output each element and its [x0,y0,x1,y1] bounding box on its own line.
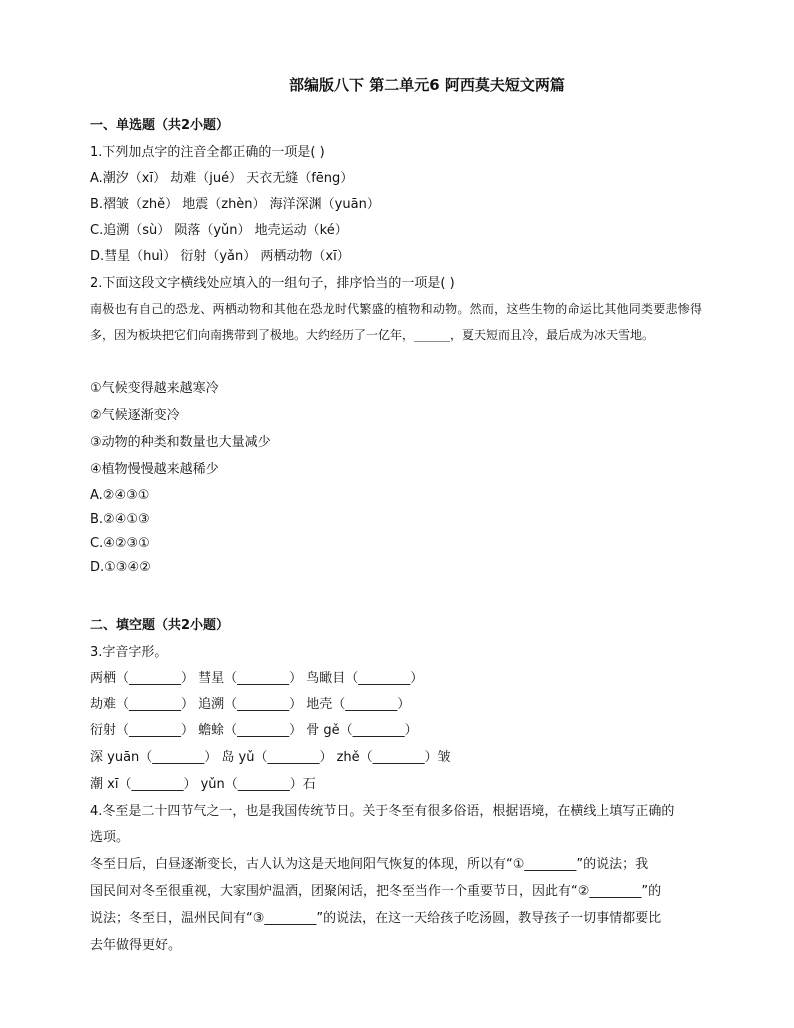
question-3-row-3: 衍射（________） 蟾蜍（________） 骨 gě（________） [90,723,418,738]
question-4-stem-line-1: 4.冬至是二十四节气之一，也是我国传统节日。关于冬至有很多俗语，根据语境，在横线上填写正确的 [90,804,675,819]
question-3-row-2: 劫难（________） 追溯（________） 地壳（________） [90,697,411,712]
question-2-option-c: C.④②③① [90,536,150,551]
question-3-row-1: 两栖（________） 彗星（________） 鸟瞰目（________） [90,671,424,686]
question-4-paragraph-line-1: 冬至日后，白昼逐渐变长，古人认为这是天地间阳气恢复的体现，所以有“①________”的说法；我 [90,857,649,872]
question-1-option-a: A.潮汐（xī） 劫难（jué） 天衣无缝（fēng） [90,171,354,186]
question-2-item-4: ④植物慢慢越来越稀少 [90,462,219,477]
section-heading-single-choice: 一、单选题（共2小题） [90,118,230,133]
section-heading-fill-blank: 二、填空题（共2小题） [90,618,230,633]
question-3-row-4: 深 yuān（________） 岛 yǔ（________） zhě（________）皱 [90,750,451,765]
question-2-item-2: ②气候逐渐变冷 [90,408,180,423]
question-4-paragraph-line-2: 国民间对冬至很重视，大家围炉温酒，团聚闲话，把冬至当作一个重要节日，因此有“②________”的 [90,884,662,899]
question-1-option-b: B.褶皱（zhě） 地震（zhèn） 海洋深渊（yuān） [90,197,380,212]
question-2-item-3: ③动物的种类和数量也大量减少 [90,435,271,450]
question-4-stem-line-2: 选项。 [90,830,130,845]
page-title: 部编版八下 第二单元6 阿西莫夫短文两篇 [289,76,565,94]
question-3-stem: 3.字音字形。 [90,645,168,660]
question-1-option-c: C.追溯（sù） 陨落（yǔn） 地壳运动（ké） [90,223,348,238]
question-2-option-b: B.②④①③ [90,512,150,527]
question-3-row-5: 潮 xī（________） yǔn（________）石 [90,777,316,792]
question-2-stem: 2.下面这段文字横线处应填入的一组句子，排序恰当的一项是( ) [90,276,455,291]
question-4-paragraph-line-3: 说法；冬至日，温州民间有“③________”的说法，在这一天给孩子吃汤圆，教导孩子一切事情都要比 [90,911,662,926]
question-2-item-1: ①气候变得越来越寒冷 [90,381,219,396]
question-2-option-d: D.①③④② [90,560,151,575]
question-1-stem: 1.下列加点字的注音全都正确的一项是( ) [90,145,325,160]
question-1-option-d: D.彗星（huì） 衍射（yǎn） 两栖动物（xī） [90,249,350,264]
question-2-option-a: A.②④③① [90,488,150,503]
question-4-paragraph-line-4: 去年做得更好。 [90,938,182,953]
question-2-passage: 南极也有自己的恐龙、两栖动物和其他在恐龙时代繁盛的植物和动物。然而，这些生物的命运比其他同类要悲惨得多，因为板块把它们向南携带到了极地。大约经历了一亿年，______，夏天短而且冷，最后成为冰天雪地。 [90,302,702,342]
